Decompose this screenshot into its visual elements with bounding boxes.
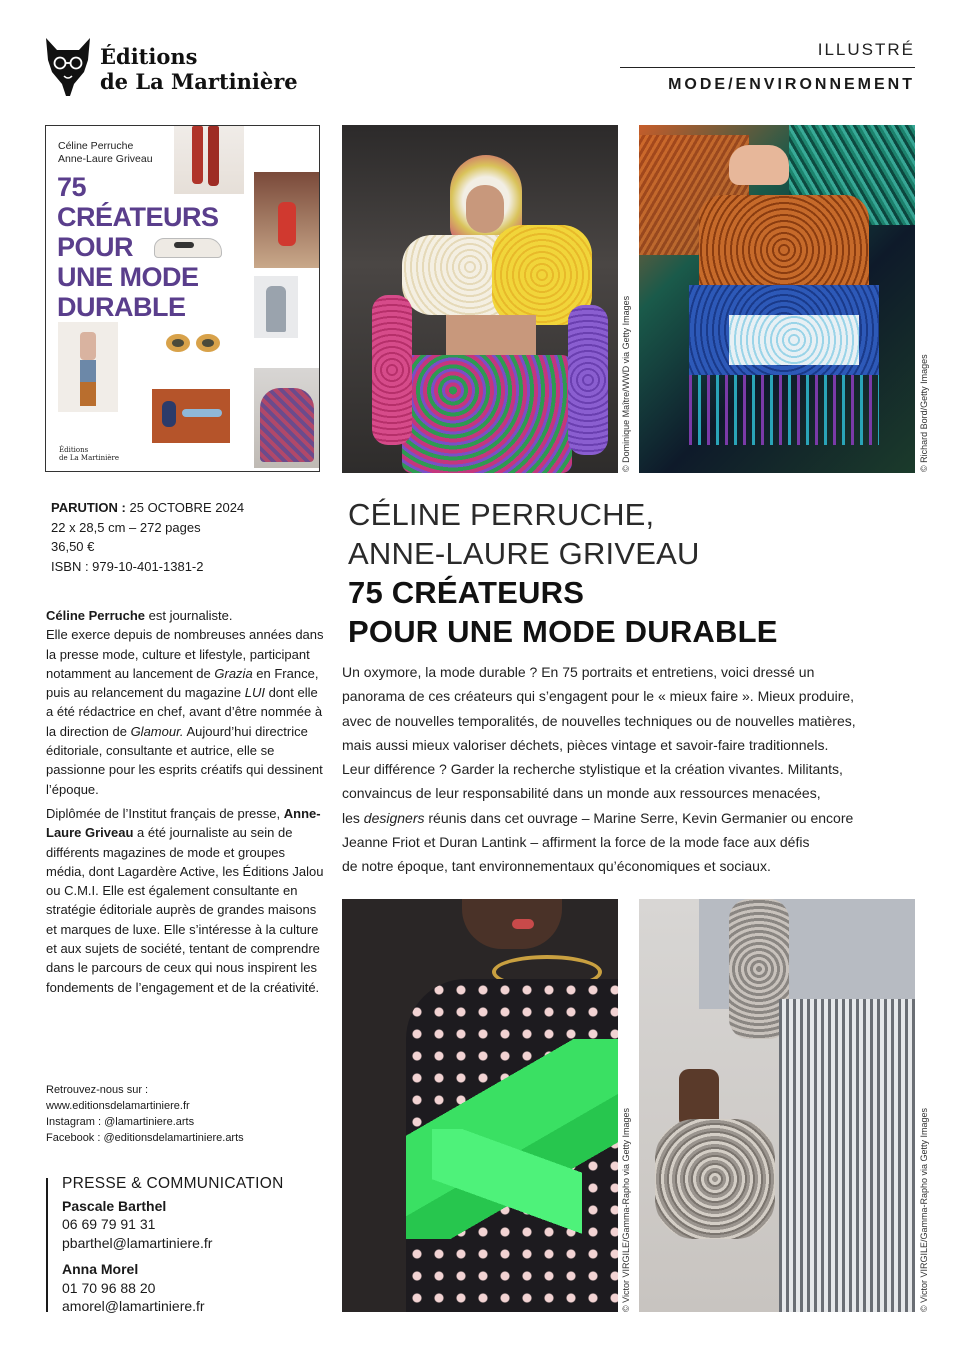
cover-title-line: POUR [57,232,134,262]
summary-line: panorama de ces créateurs qui s’engagent pour le « mieux faire ». Mieux produire, [342,688,855,705]
beaded-bag-photo [639,125,915,473]
designers-italic: designers [363,809,425,826]
contact-email[interactable]: amorel@lamartiniere.fr [62,1298,205,1314]
press-divider [46,1178,48,1312]
website-link[interactable]: www.editionsdelamartiniere.fr [46,1100,190,1112]
ruffled-bag-photo [639,899,915,1312]
cover-authors [58,140,153,166]
facebook-link[interactable]: Facebook : @editionsdelamartiniere.arts [46,1132,244,1144]
photo-credit: © Richard Bord/Getty Images [919,354,929,472]
book-cover [45,125,320,472]
contact-phone[interactable]: 01 70 96 88 20 [62,1279,156,1296]
runway-beaded-outfit-photo [342,125,618,473]
heading-author-2: ANNE-LAURE GRIVEAU [348,536,700,571]
photo-credit: © Dominique Maître/WWD via Getty Images [621,295,631,472]
summary-line: les designers réunis dans cet ouvrage – Marine Serre, Kevin Germanier ou encore [342,809,854,826]
cover-author-2: Anne-Laure Griveau [58,153,153,165]
book-summary [342,660,922,879]
heading-author-1: CÉLINE PERRUCHE, [348,497,655,532]
cover-cape-image [254,368,320,468]
summary-line: Jeanne Friot et Duran Lantink – affirment la force de la mode face aux défis [342,834,810,851]
cover-publisher-line-2: de La Martinière [59,454,120,462]
cover-figure-image [152,389,230,443]
summary-line: Leur différence ? Garder la recherche stylistique et la création vivantes. Militants, [342,761,843,778]
cover-publisher-line-1: Éditions [59,446,89,454]
release-date: 25 OCTOBRE 2024 [129,500,245,515]
summary-line: Un oxymore, la mode durable ? En 75 portraits et entretiens, voici dressé un [342,664,815,680]
cover-title-line: 75 [57,172,87,202]
press-title: PRESSE & COMMUNICATION [62,1175,284,1192]
heading-title-1: 75 CRÉATEURS [348,575,585,610]
summary-line: de notre époque, tant environnementaux qu’économiques et sociaux. [342,858,771,875]
cover-sunglasses-image [162,328,226,358]
cover-sneaker-image [146,226,228,264]
header-rule [620,67,915,68]
publisher-logotype [100,44,298,94]
photo-credit: © Victor VIRGILE/Gamma-Rapho via Getty Images [919,1107,929,1312]
wolf-logo-icon [44,38,92,96]
links-intro: Retrouvez-nous sur : [46,1084,149,1096]
publisher-line-2: de La Martinière [100,69,298,94]
press-contacts [62,1175,284,1316]
book-heading [348,495,778,651]
cover-author-1: Céline Perruche [58,140,134,152]
isbn-line: ISBN : 979-10-401-1381-2 [51,558,204,574]
category-label: ILLUSTRÉ [817,40,915,59]
contact-name: Pascale Barthel [62,1197,167,1214]
cover-publisher [59,446,119,462]
release-line [51,498,244,518]
marine-serre-model-photo [342,899,618,1312]
cover-coat-image [254,276,298,338]
subcategory-label: MODE/ENVIRONNEMENT [668,76,915,93]
bio-paragraph-1: Céline Perruche est journaliste. Elle exerce depuis de nombreuses années dans la presse mode, culture et lifestyle, participant notamment au lancement de Grazia en France, puis au relancement du magazine LUI dont elle a été rédactrice en chef, avant d’être nommée à la direction de Glamour. Aujourd’hui directrice éditoriale, consultante et autrice, elle se passionne pour les esprits créatifs qui dessinent l’époque. [46,608,324,797]
instagram-link[interactable]: Instagram : @lamartiniere.arts [46,1116,195,1128]
release-label: PARUTION : [51,500,126,515]
cover-title-line: UNE MODE [57,262,199,292]
publication-info [51,498,244,576]
bio-paragraph-2: Diplômée de l’Institut français de presse, Anne-Laure Griveau a été journaliste au sein de différents magazines de mode et groupes média, dont Lagardère Active, les Éditions Jalou ou C.M.I. Elle est également consultante en stratégie éditoriale auprès de grandes maisons et marques de luxe. Elle s’intéresse à la culture et aux sujets de société, tentant de comprendre dans le parcours de ceux qui nous inspirent les fondements de l’engagement et de la créativité. [46,805,324,995]
summary-line: avec de nouvelles temporalités, de nouvelles techniques ou de nouvelles matières, [342,712,856,729]
cover-model-image [58,322,118,412]
summary-line: convaincus de leur responsabilité dans un monde aux ressources menacées, [342,785,821,802]
price-line: 36,50 € [51,539,95,554]
cover-boots-image [174,126,244,194]
authors-bio [46,606,324,1002]
cover-runway-image [254,172,320,268]
contact-phone[interactable]: 06 69 79 91 31 [62,1216,156,1232]
heading-title-2: POUR UNE MODE DURABLE [348,614,778,649]
format-line: 22 x 28,5 cm – 272 pages [51,519,201,535]
social-links [46,1082,244,1146]
publisher-line-1: Éditions [100,44,198,69]
contact-email[interactable]: pbarthel@lamartiniere.fr [62,1234,213,1251]
contact-name: Anna Morel [62,1261,139,1277]
cover-title-line: DURABLE [57,292,186,322]
cover-title-line: CRÉATEURS [57,202,219,232]
photo-credit: © Victor VIRGILE/Gamma-Rapho via Getty Images [621,1107,631,1312]
summary-line: mais aussi mieux valoriser déchets, pièces vintage et savoir-faire traditionnels. [342,736,829,753]
